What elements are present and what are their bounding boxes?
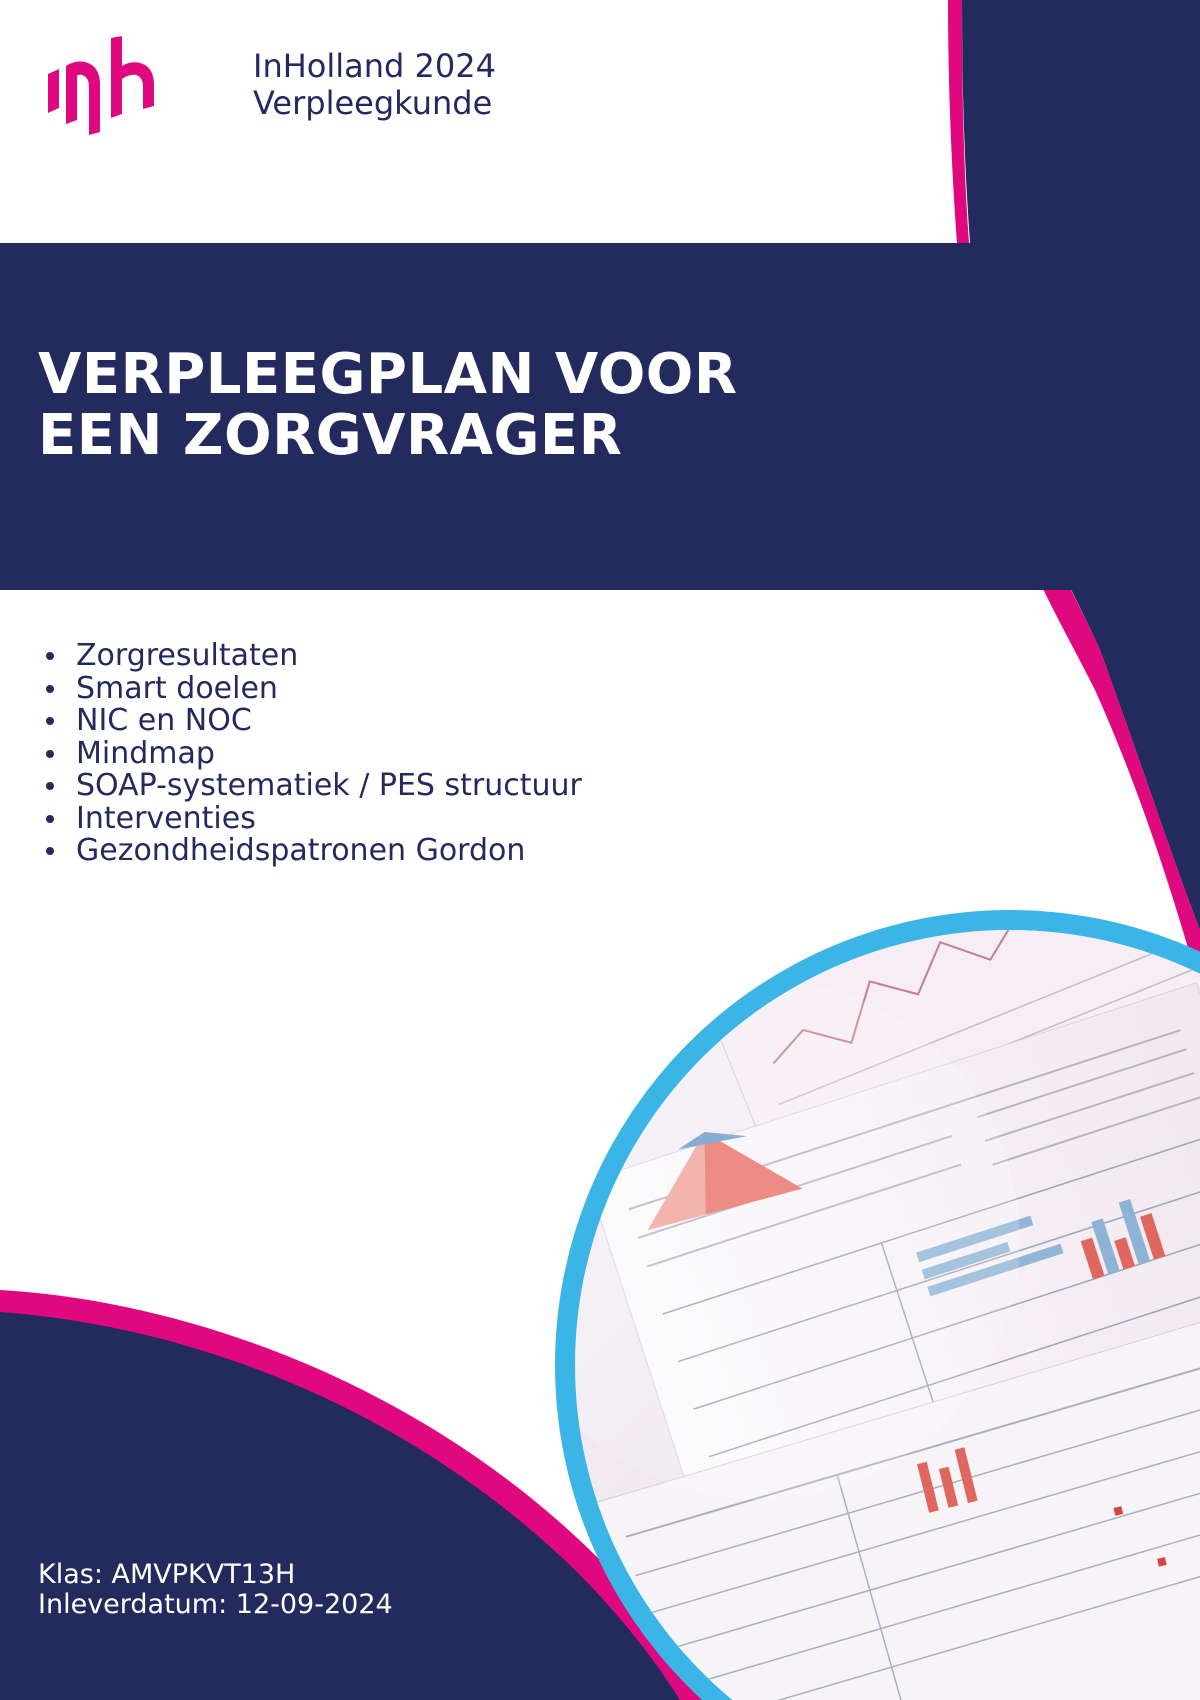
title-line-1: VERPLEEGPLAN VOOR [38, 342, 738, 407]
organization-name: InHolland 2024 [253, 47, 496, 85]
submission-info [38, 1560, 393, 1620]
list-item: NIC en NOC [40, 705, 582, 738]
list-item: Mindmap [40, 738, 582, 771]
title-line-2: EEN ZORGVRAGER [38, 403, 623, 468]
list-item: Interventies [40, 803, 582, 836]
department-name: Verpleegkunde [253, 84, 493, 122]
list-item: Zorgresultaten [40, 640, 582, 673]
list-item: Smart doelen [40, 673, 582, 706]
list-item: SOAP-systematiek / PES structuur [40, 770, 582, 803]
list-item: Gezondheidspatronen Gordon [40, 835, 582, 868]
submission-date: Inleverdatum: 12-09-2024 [38, 1589, 393, 1620]
class-code: Klas: AMVPKVT13H [38, 1559, 296, 1590]
